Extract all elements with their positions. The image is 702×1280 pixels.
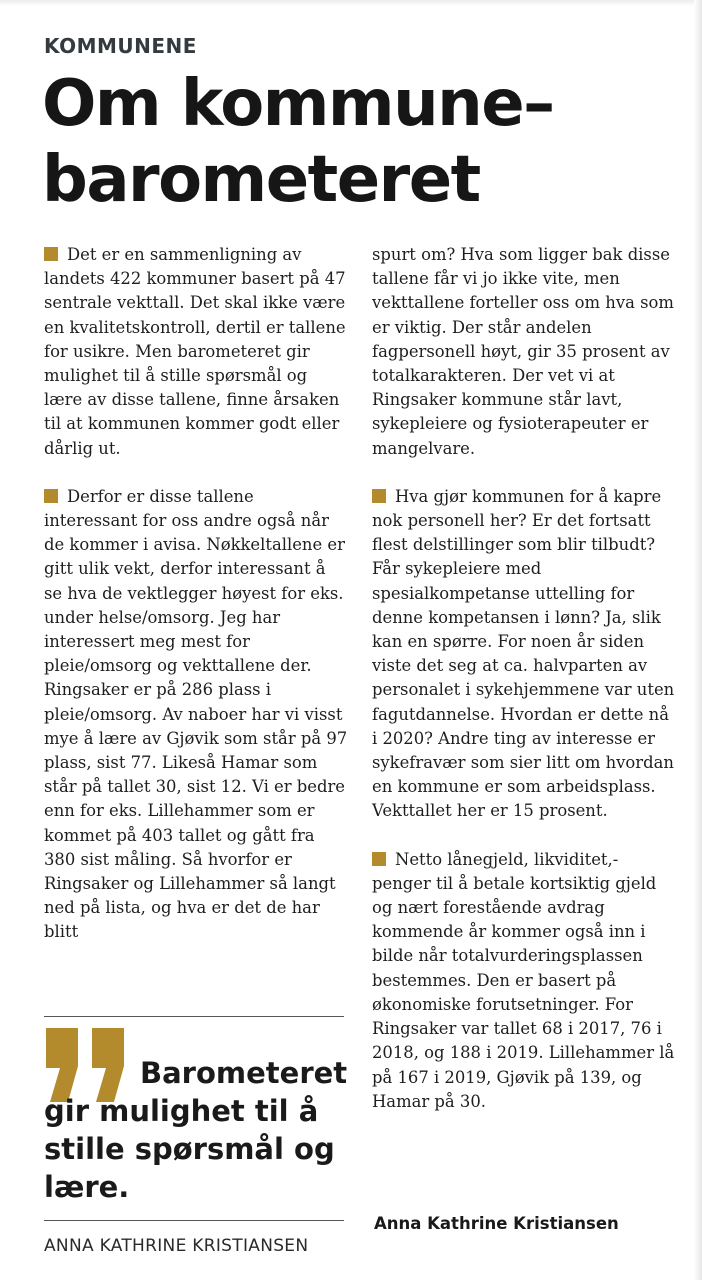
pull-quote: Barometeret gir mulighet til å stille spørsmål og lære.: [44, 1056, 348, 1204]
headline-line-2: barometeret: [42, 143, 480, 217]
author-signature: Anna Kathrine Kristiansen: [374, 1214, 619, 1233]
paragraph: [44, 243, 348, 461]
paragraph: [372, 848, 676, 1114]
square-bullet-icon: [44, 489, 58, 503]
paragraph-text: Det er en sammenligning av landets 422 kommuner basert på 47 sentrale vekttall. Det skal ikke være en kvalitetskontroll, dertil er tallene for usikre. Men barometeret gir mulighet til å stille spørsmål og lære av disse tallene, finne årsaken til at kommunen kommer godt eller dårlig ut.: [44, 245, 346, 458]
quote-divider-top: [44, 1016, 344, 1017]
headline-line-1: Om kommune–: [42, 67, 554, 141]
square-bullet-icon: [44, 247, 58, 261]
column-right: [372, 243, 676, 1138]
section-kicker: KOMMUNENE: [44, 34, 197, 58]
column-left: [44, 243, 348, 969]
paragraph: [372, 243, 676, 461]
headline: [42, 66, 682, 218]
paragraph-text: Netto lånegjeld, likviditet,- penger til å betale kortsiktig gjeld og nært forestående avdrag kommende år kommer også inn i bilde når totalvurderingsplassen bestemmes. Den er basert på økonomiske forutsetninger. For Ringsaker var tallet 68 i 2017, 76 i 2018, og 188 i 2019. Lillehammer lå på 167 i 2019, Gjøvik på 139, og Hamar på 30.: [372, 849, 675, 1111]
quote-author: ANNA KATHRINE KRISTIANSEN: [44, 1236, 309, 1256]
quote-divider-bottom: [44, 1220, 344, 1221]
paragraph-text: spurt om? Hva som ligger bak disse tallene får vi jo ikke vite, men vekttallene forteller oss om hva som er viktig. Der står andelen fagpersonell høyt, gir 35 prosent av totalkarakteren. Der vet vi at Ringsaker kommune står lavt, sykepleiere og fysioterapeuter er mangelvare.: [372, 245, 674, 458]
page-edge-shadow: [694, 0, 702, 1280]
top-shadow: [0, 0, 702, 6]
square-bullet-icon: [372, 489, 386, 503]
paragraph: [372, 485, 676, 824]
paragraph-text: Hva gjør kommunen for å kapre nok personell her? Er det fortsatt flest delstillinger som blir tilbudt? Får sykepleiere med spesialkompetanse uttelling for denne kompetansen i lønn? Ja, slik kan en spørre. For noen år siden viste det seg at ca. halvparten av personalet i sykehjemmene var uten fagutdannelse. Hvordan er dette nå i 2020? Andre ting av interesse er sykefravær som sier litt om hvordan en kommune er som arbeidsplass. Vekttallet her er 15 prosent.: [372, 486, 675, 821]
paragraph-text: Derfor er disse tallene interessant for oss andre også når de kommer i avisa. Nøkkeltallene er gitt ulik vekt, derfor interessant å se hva de vektlegger høyest for eks. under helse/omsorg. Jeg har interessert meg mest for pleie/omsorg og vekttallene der. Ringsaker er på 286 plass i pleie/omsorg. Av naboer har vi visst mye å lære av Gjøvik som står på 97 plass, sist 77. Likeså Hamar som står på tallet 30, sist 12. Vi er bedre enn for eks. Lillehammer som er kommet på 403 tallet og gått fra 380 sist måling. Så hvorfor er Ringsaker og Lillehammer så langt ned på lista, og hva er det de har blitt: [44, 486, 348, 942]
square-bullet-icon: [372, 852, 386, 866]
paragraph: [44, 485, 348, 945]
